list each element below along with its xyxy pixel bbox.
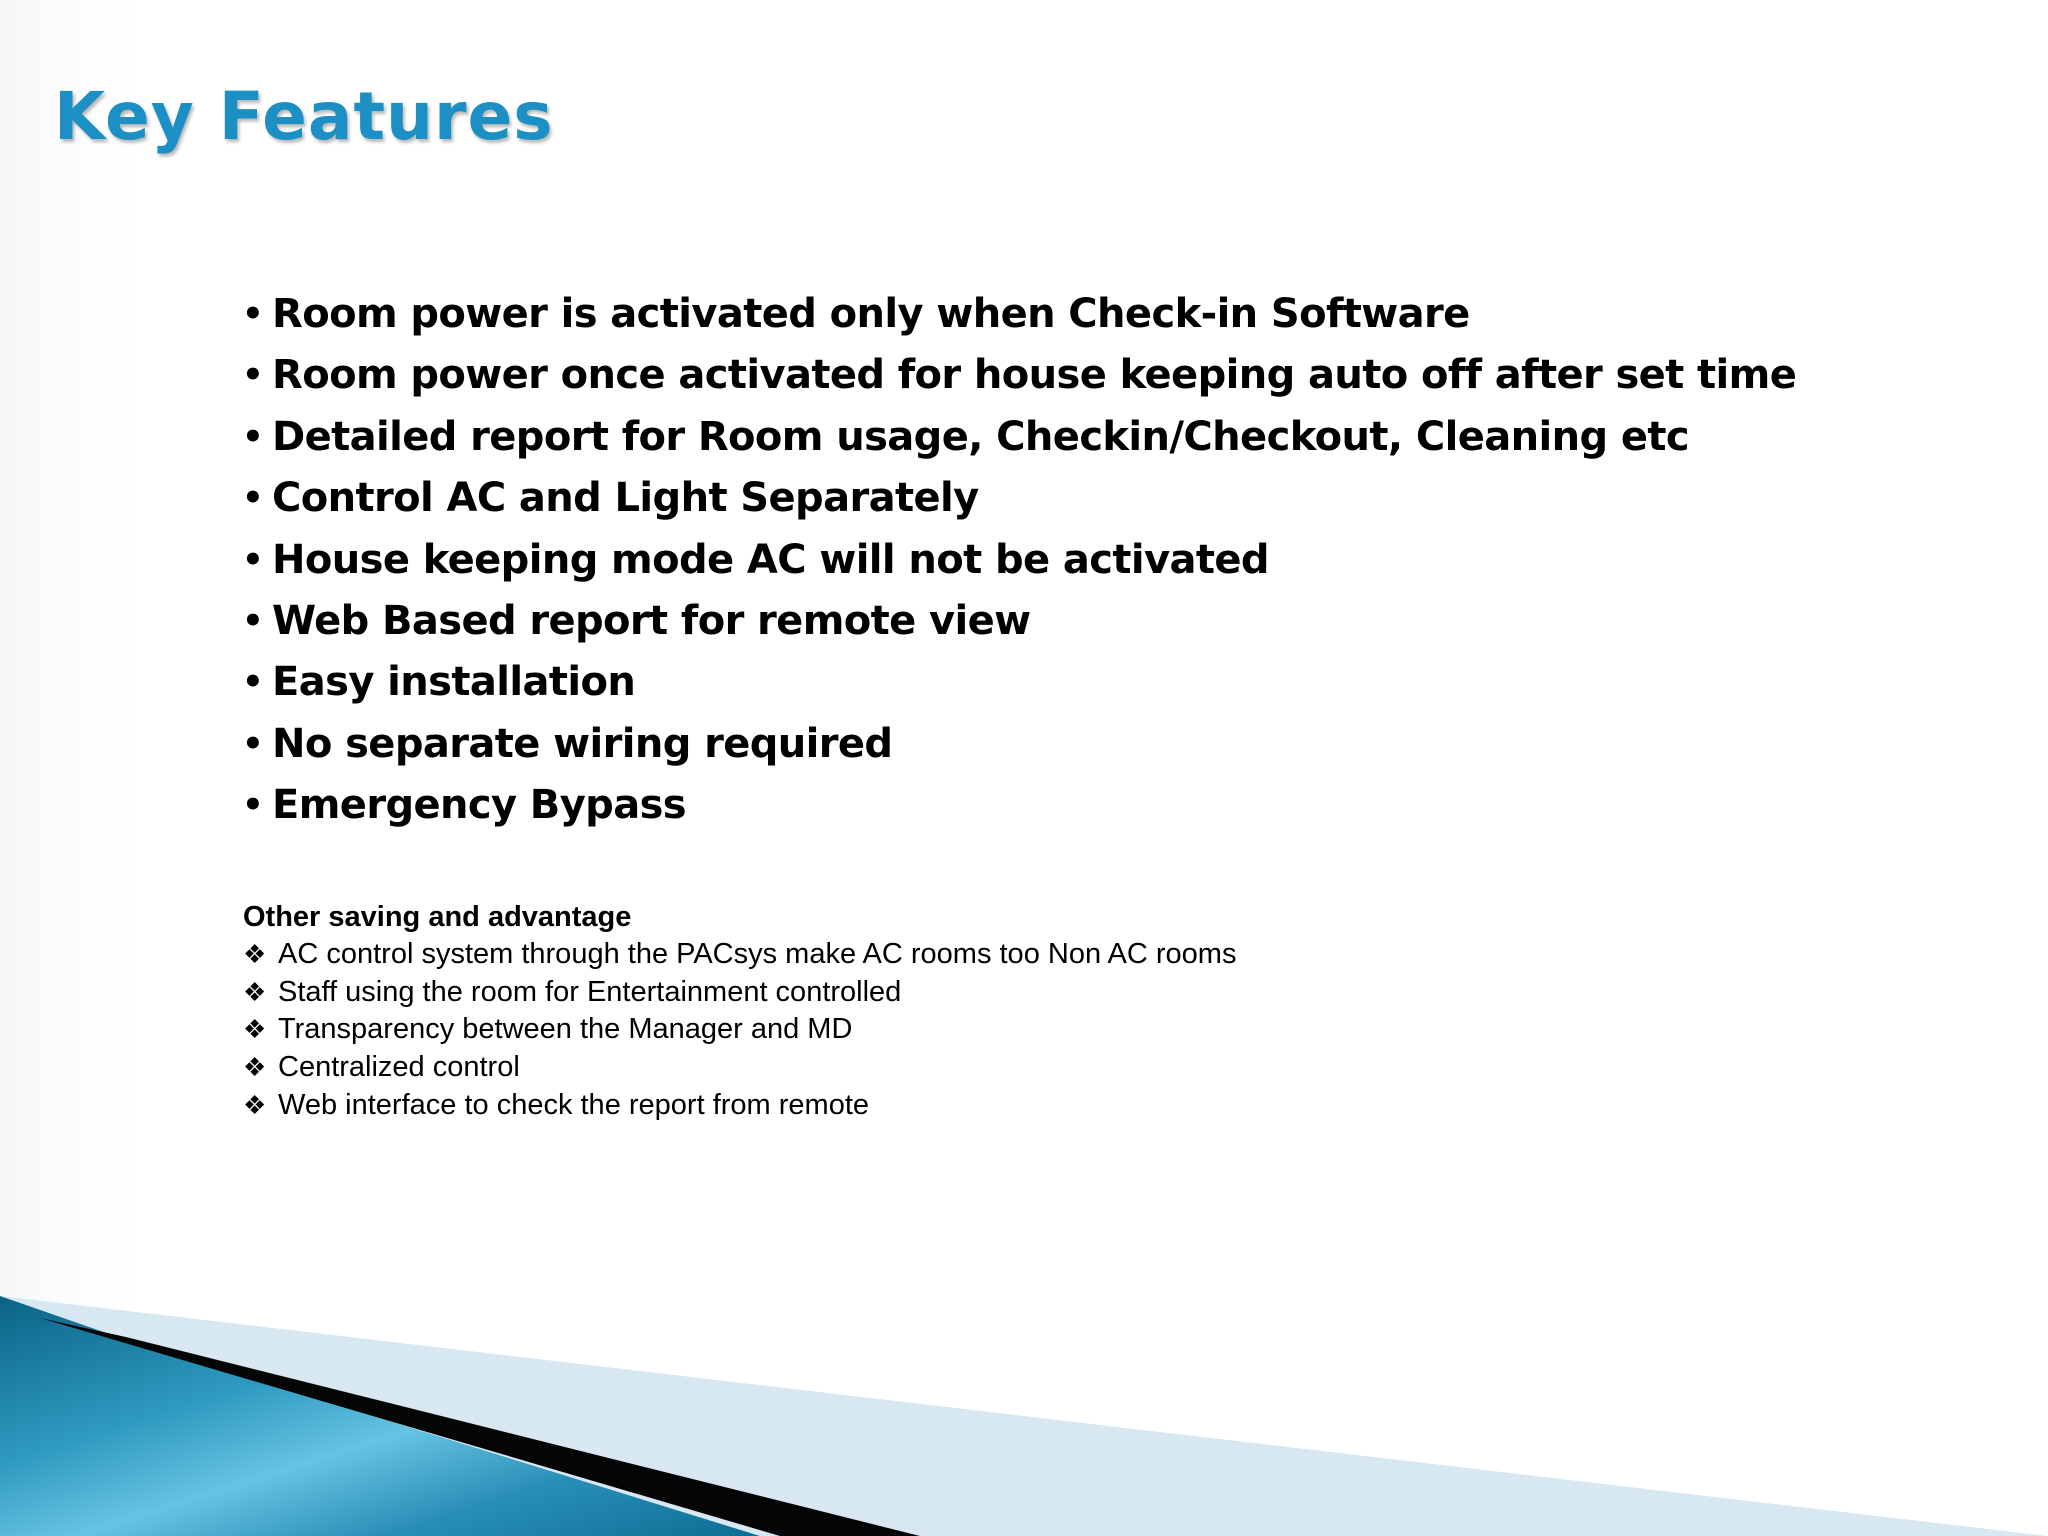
advantage-text: Staff using the room for Entertainment controlled: [278, 975, 902, 1008]
advantage-text: Centralized control: [278, 1051, 520, 1084]
feature-text: Room power is activated only when Check-in Software: [272, 291, 1470, 337]
feature-text: Easy installation: [272, 659, 636, 706]
other-advantages-heading: Other saving and advantage: [243, 901, 632, 933]
four-diamond-bullet-icon: ❖: [243, 1089, 267, 1120]
bullet-icon: •: [242, 294, 264, 334]
feature-text: Room power once activated for house keeping auto off after set time: [272, 352, 1797, 399]
four-diamond-bullet-icon: ❖: [243, 976, 267, 1007]
feature-text: No separate wiring required: [272, 720, 893, 767]
bullet-icon: •: [242, 355, 264, 396]
advantage-text: Web interface to check the report from remote: [278, 1088, 870, 1121]
four-diamond-bullet-icon: ❖: [243, 939, 267, 969]
bullet-icon: •: [242, 478, 264, 519]
bullet-icon: •: [242, 416, 264, 457]
advantage-text: Transparency between the Manager and MD: [278, 1013, 853, 1046]
bullet-icon: •: [242, 785, 264, 826]
slide-title: Key Features: [54, 78, 554, 155]
bullet-icon: •: [242, 600, 264, 641]
advantage-text: AC control system through the PACsys make AC rooms too Non AC rooms: [278, 938, 1237, 970]
bullet-icon: •: [242, 723, 264, 764]
feature-text: House keeping mode AC will not be activated: [272, 536, 1269, 583]
feature-text: Web Based report for remote view: [272, 597, 1031, 644]
four-diamond-bullet-icon: ❖: [243, 1014, 267, 1045]
feature-text: Emergency Bypass: [272, 782, 687, 829]
feature-text: Control AC and Light Separately: [272, 475, 979, 522]
bullet-icon: •: [242, 539, 264, 580]
feature-text: Detailed report for Room usage, Checkin/Checkout, Cleaning etc: [272, 413, 1689, 460]
four-diamond-bullet-icon: ❖: [243, 1052, 267, 1083]
bullet-icon: •: [242, 662, 264, 703]
